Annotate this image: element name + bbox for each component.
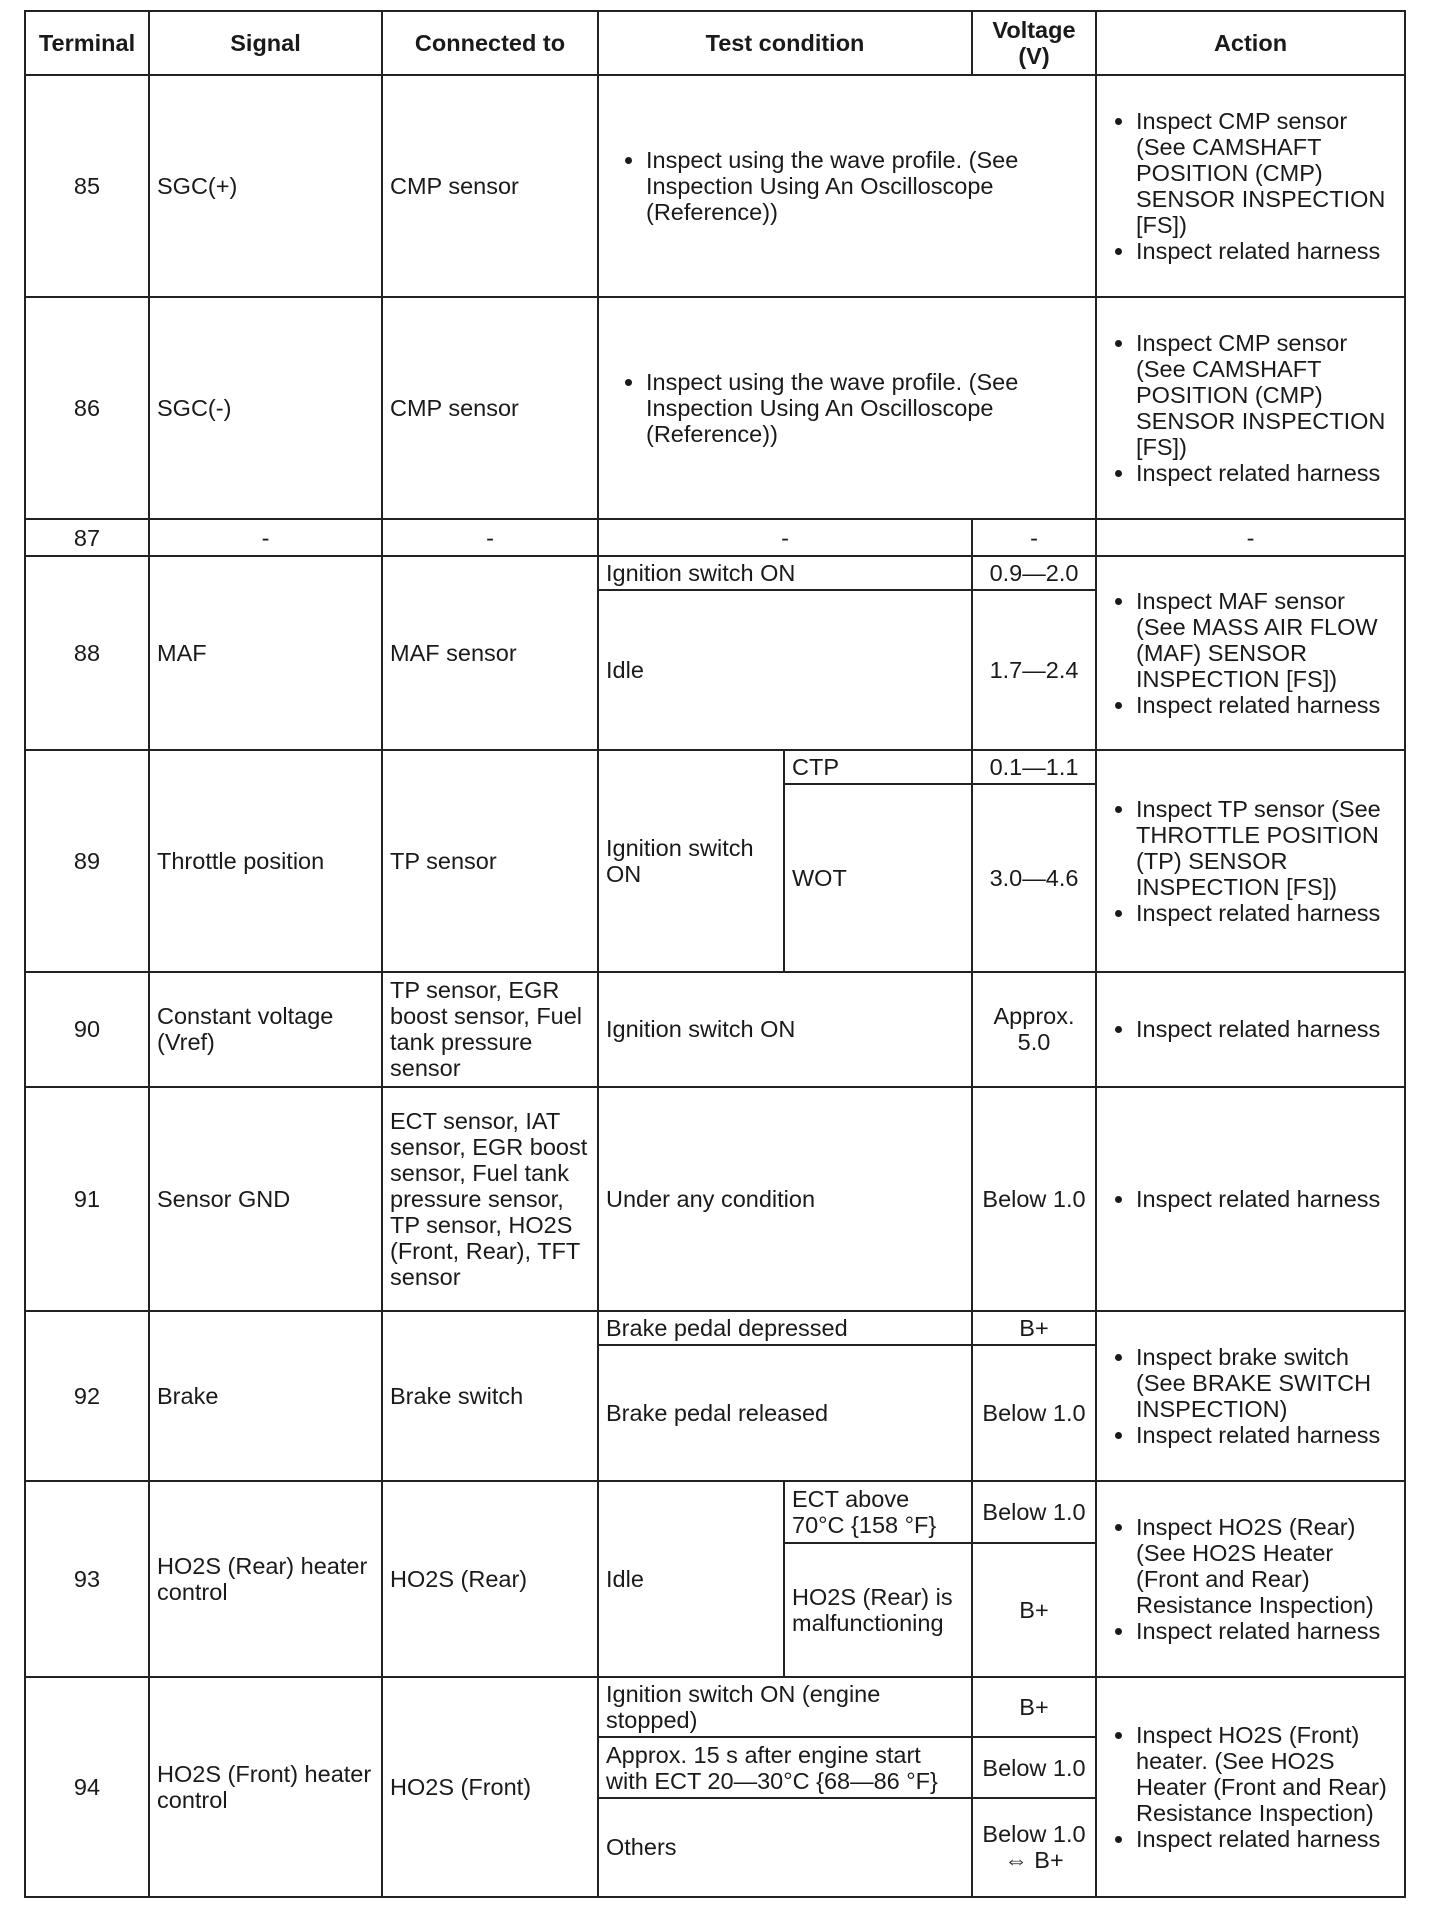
voltage-cell: Approx. 5.0 (972, 972, 1096, 1087)
terminal-cell: 85 (25, 75, 149, 297)
voltage-cell: Below 1.0 (972, 1481, 1096, 1544)
voltage-cell: B+ (972, 1677, 1096, 1738)
condition-cell: Ignition switch ON (598, 556, 972, 590)
table-row (25, 519, 1405, 555)
condition-cell: Idle (598, 590, 972, 750)
action-cell (1096, 75, 1405, 297)
table-row (25, 750, 1405, 784)
terminal-voltage-table (24, 10, 1406, 1898)
action-cell (1096, 750, 1405, 972)
header-signal: Signal (149, 11, 382, 75)
connected-cell: TP sensor, EGR boost sensor, Fuel tank pressure sensor (382, 972, 598, 1087)
condition-cell: Others (598, 1798, 972, 1897)
terminal-cell: 89 (25, 750, 149, 972)
action-cell (1096, 297, 1405, 519)
connected-cell: Brake switch (382, 1311, 598, 1481)
condition-cell: Brake pedal released (598, 1345, 972, 1480)
action-cell (1096, 972, 1405, 1087)
action-cell: - (1096, 519, 1405, 555)
action-item: • Inspect CMP sensor (See CAMSHAFT POSITION (CMP) SENSOR INSPECTION [FS]) (1136, 108, 1397, 238)
table-row (25, 1481, 1405, 1544)
condition-cell: Idle (598, 1481, 784, 1677)
header-connected-to: Connected to (382, 11, 598, 75)
signal-cell: Sensor GND (149, 1087, 382, 1311)
connected-cell: CMP sensor (382, 75, 598, 297)
connected-cell: ECT sensor, IAT sensor, EGR boost sensor, Fuel tank pressure sensor, TP sensor, HO2S (Front, Rear), TFT sensor (382, 1087, 598, 1311)
sub-condition-cell: HO2S (Rear) is malfunctioning (784, 1543, 972, 1676)
voltage-cell: - (972, 519, 1096, 555)
signal-cell: HO2S (Front) heater control (149, 1677, 382, 1897)
voltage-cell: 3.0—4.6 (972, 784, 1096, 972)
voltage-cell: Below 1.0 ⇔ B+ (972, 1798, 1096, 1897)
action-item: • Inspect TP sensor (See THROTTLE POSITION (TP) SENSOR INSPECTION [FS]) (1136, 796, 1397, 900)
action-item: • Inspect related harness (1136, 238, 1397, 264)
signal-cell: Brake (149, 1311, 382, 1481)
table-row (25, 556, 1405, 590)
voltage-cell: 0.1—1.1 (972, 750, 1096, 784)
terminal-cell: 87 (25, 519, 149, 555)
action-item: • Inspect related harness (1136, 1826, 1397, 1852)
action-item: • Inspect MAF sensor (See MASS AIR FLOW (MAF) SENSOR INSPECTION [FS]) (1136, 588, 1397, 692)
condition-text: • Inspect using the wave profile. (See Inspection Using An Oscilloscope (Reference)) (646, 369, 1088, 447)
sub-condition-cell: WOT (784, 784, 972, 972)
table-row (25, 297, 1405, 519)
action-item: • Inspect related harness (1136, 1186, 1397, 1212)
header-test-condition: Test condition (598, 11, 972, 75)
condition-cell (598, 297, 1096, 519)
signal-cell: Constant voltage (Vref) (149, 972, 382, 1087)
connected-cell: HO2S (Rear) (382, 1481, 598, 1677)
action-cell (1096, 1311, 1405, 1481)
connected-cell: HO2S (Front) (382, 1677, 598, 1897)
condition-text: • Inspect using the wave profile. (See Inspection Using An Oscilloscope (Reference)) (646, 147, 1088, 225)
action-item: • Inspect related harness (1136, 1618, 1397, 1644)
terminal-cell: 90 (25, 972, 149, 1087)
condition-cell: - (598, 519, 972, 555)
condition-cell: Approx. 15 s after engine start with ECT 20—30°C {68—86 °F} (598, 1737, 972, 1798)
action-cell (1096, 1481, 1405, 1677)
voltage-cell: Below 1.0 (972, 1737, 1096, 1798)
connected-cell: TP sensor (382, 750, 598, 972)
signal-cell: Throttle position (149, 750, 382, 972)
header-voltage: Voltage (V) (972, 11, 1096, 75)
condition-cell (598, 75, 1096, 297)
connected-cell: - (382, 519, 598, 555)
header-row (25, 11, 1405, 75)
signal-cell: - (149, 519, 382, 555)
action-item: • Inspect related harness (1136, 900, 1397, 926)
header-terminal: Terminal (25, 11, 149, 75)
action-cell (1096, 1677, 1405, 1897)
signal-cell: SGC(-) (149, 297, 382, 519)
table-row (25, 1087, 1405, 1311)
action-cell (1096, 556, 1405, 750)
table-row (25, 972, 1405, 1087)
action-item: • Inspect related harness (1136, 460, 1397, 486)
condition-cell: Ignition switch ON (598, 750, 784, 972)
terminal-cell: 92 (25, 1311, 149, 1481)
action-item: • Inspect HO2S (Front) heater. (See HO2S Heater (Front and Rear) Resistance Inspection) (1136, 1722, 1397, 1826)
terminal-cell: 91 (25, 1087, 149, 1311)
signal-cell: MAF (149, 556, 382, 750)
signal-cell: HO2S (Rear) heater control (149, 1481, 382, 1677)
condition-cell: Brake pedal depressed (598, 1311, 972, 1345)
terminal-cell: 93 (25, 1481, 149, 1677)
condition-cell: Under any condition (598, 1087, 972, 1311)
action-item: • Inspect related harness (1136, 1016, 1397, 1042)
action-item: • Inspect related harness (1136, 692, 1397, 718)
voltage-cell: Below 1.0 (972, 1345, 1096, 1480)
table-row (25, 1677, 1405, 1738)
action-item: • Inspect HO2S (Rear) (See HO2S Heater (Front and Rear) Resistance Inspection) (1136, 1514, 1397, 1618)
terminal-cell: 86 (25, 297, 149, 519)
voltage-cell: B+ (972, 1543, 1096, 1676)
signal-cell: SGC(+) (149, 75, 382, 297)
table-row (25, 1311, 1405, 1345)
voltage-cell: 1.7—2.4 (972, 590, 1096, 750)
action-item: • Inspect related harness (1136, 1422, 1397, 1448)
condition-cell: Ignition switch ON (598, 972, 972, 1087)
voltage-cell: B+ (972, 1311, 1096, 1345)
voltage-cell: Below 1.0 (972, 1087, 1096, 1311)
sub-condition-cell: ECT above 70°C {158 °F} (784, 1481, 972, 1544)
connected-cell: MAF sensor (382, 556, 598, 750)
action-item: • Inspect CMP sensor (See CAMSHAFT POSITION (CMP) SENSOR INSPECTION [FS]) (1136, 330, 1397, 460)
terminal-cell: 88 (25, 556, 149, 750)
terminal-cell: 94 (25, 1677, 149, 1897)
header-action: Action (1096, 11, 1405, 75)
action-item: • Inspect brake switch (See BRAKE SWITCH INSPECTION) (1136, 1344, 1397, 1422)
sub-condition-cell: CTP (784, 750, 972, 784)
condition-cell: Ignition switch ON (engine stopped) (598, 1677, 972, 1738)
table-row (25, 75, 1405, 297)
voltage-cell: 0.9—2.0 (972, 556, 1096, 590)
action-cell (1096, 1087, 1405, 1311)
connected-cell: CMP sensor (382, 297, 598, 519)
